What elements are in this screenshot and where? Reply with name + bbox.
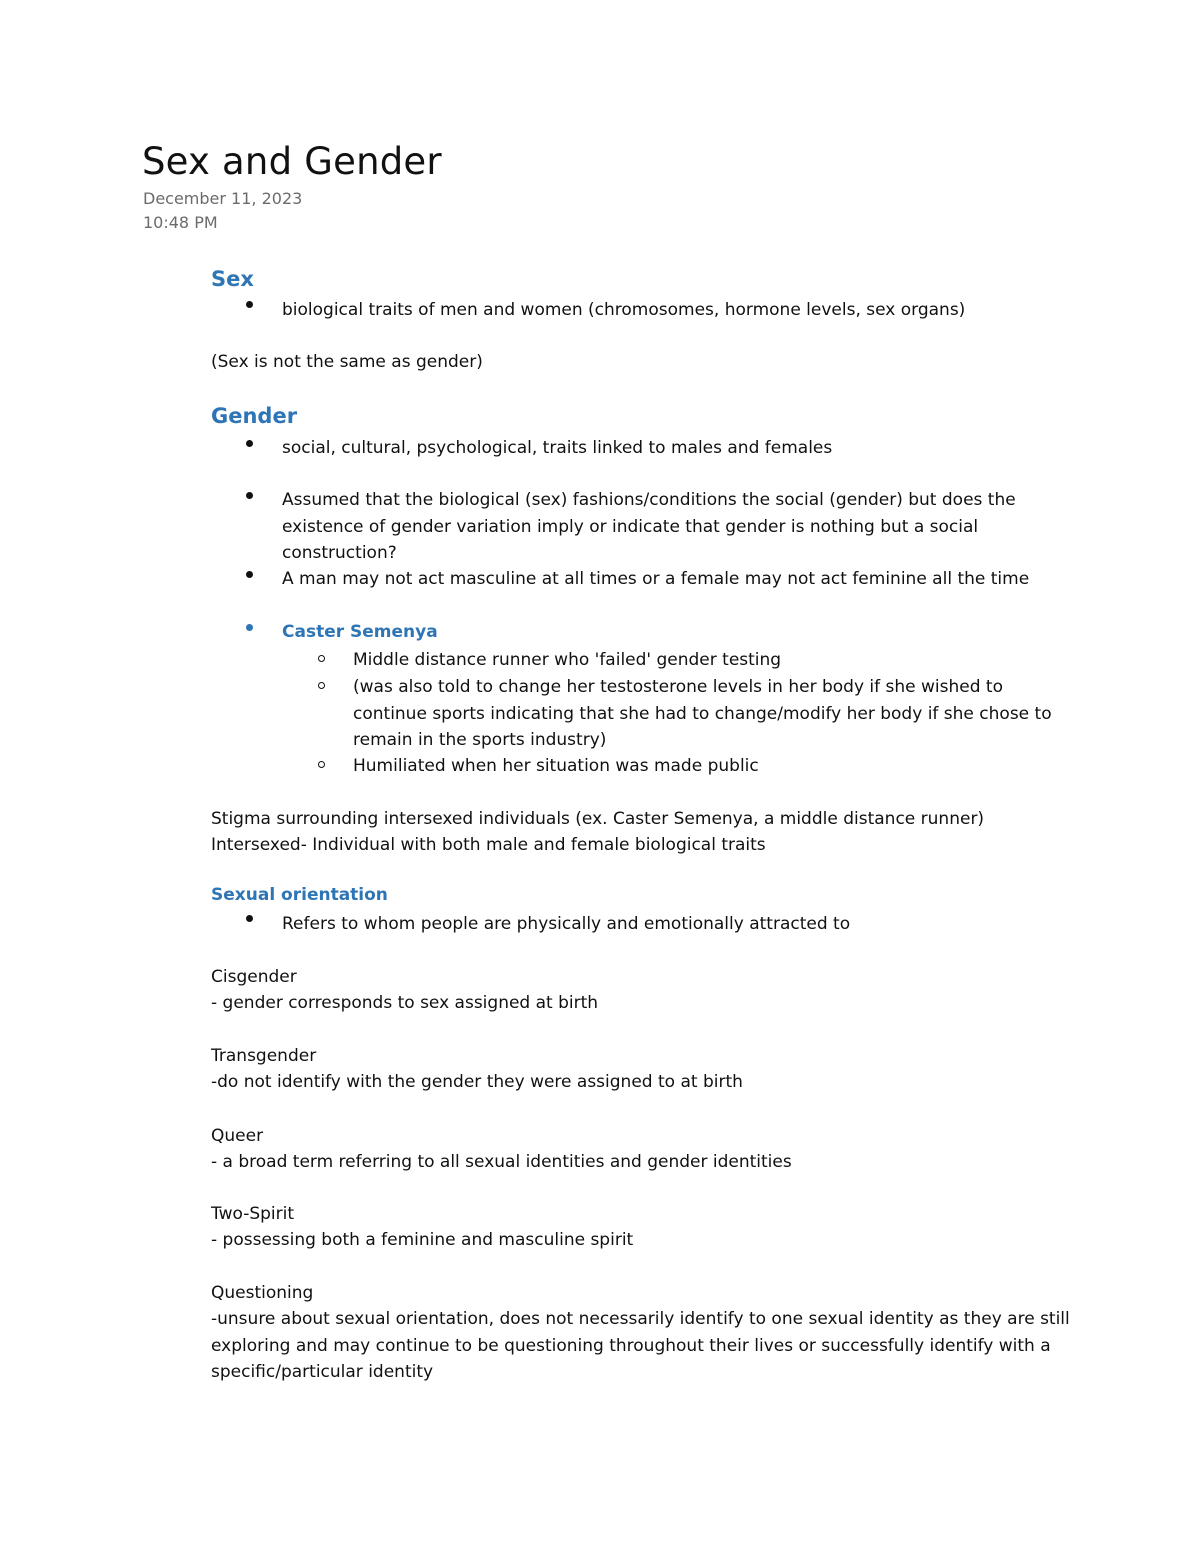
page-title: Sex and Gender — [142, 140, 442, 183]
bullet-icon — [246, 492, 253, 499]
sub-bullet-icon — [318, 655, 325, 662]
definition-transgender: -do not identify with the gender they were assigned to at birth — [211, 1072, 743, 1092]
term-questioning: Questioning — [211, 1283, 314, 1303]
bullet-icon — [246, 624, 253, 631]
section-heading-sex: Sex — [211, 267, 254, 291]
note-time: 10:48 PM — [143, 213, 218, 232]
definition-two-spirit: - possessing both a feminine and masculine spirit — [211, 1230, 634, 1250]
term-cisgender: Cisgender — [211, 967, 297, 987]
sub-bullet-icon — [318, 761, 325, 768]
definition-queer: - a broad term referring to all sexual identities and gender identities — [211, 1152, 792, 1172]
sub-list-item: Humiliated when her situation was made public — [353, 756, 759, 776]
list-item: A man may not act masculine at all times or a female may not act feminine all the time — [282, 569, 1030, 589]
sex-note: (Sex is not the same as gender) — [211, 352, 483, 372]
sub-list-item: (was also told to change her testosterone levels in her body if she wished to continue sports indicating that she had to change/modify her body if she chose to remain in the sports industry) — [353, 677, 1052, 750]
bullet-icon — [246, 571, 253, 578]
sub-bullet-icon — [318, 682, 325, 689]
term-transgender: Transgender — [211, 1046, 317, 1066]
list-item: biological traits of men and women (chromosomes, hormone levels, sex organs) — [282, 300, 966, 320]
stigma-text: Stigma surrounding intersexed individuals (ex. Caster Semenya, a middle distance runner) — [211, 809, 985, 829]
bullet-icon — [246, 915, 253, 922]
term-queer: Queer — [211, 1126, 264, 1146]
section-heading-gender: Gender — [211, 404, 298, 428]
note-date: December 11, 2023 — [143, 189, 303, 208]
bullet-icon — [246, 301, 253, 308]
list-item: social, cultural, psychological, traits linked to males and females — [282, 438, 833, 458]
sub-list-item: Middle distance runner who 'failed' gender testing — [353, 650, 782, 670]
term-two-spirit: Two-Spirit — [211, 1204, 295, 1224]
section-heading-sexual-orientation: Sexual orientation — [211, 885, 388, 905]
definition-cisgender: - gender corresponds to sex assigned at birth — [211, 993, 599, 1013]
list-item: Assumed that the biological (sex) fashions/conditions the social (gender) but does the existence of gender variation imply or indicate that gender is nothing but a social construction? — [282, 490, 1016, 563]
definition-questioning: -unsure about sexual orientation, does not necessarily identify to one sexual identity as they are still exploring and may continue to be questioning throughout their lives or successfully identify with a specific/particular identity — [211, 1309, 1070, 1382]
intersexed-text: Intersexed- Individual with both male and female biological traits — [211, 835, 766, 855]
bullet-icon — [246, 440, 253, 447]
caster-semenya-label: Caster Semenya — [282, 622, 438, 642]
list-item: Refers to whom people are physically and emotionally attracted to — [282, 914, 851, 934]
